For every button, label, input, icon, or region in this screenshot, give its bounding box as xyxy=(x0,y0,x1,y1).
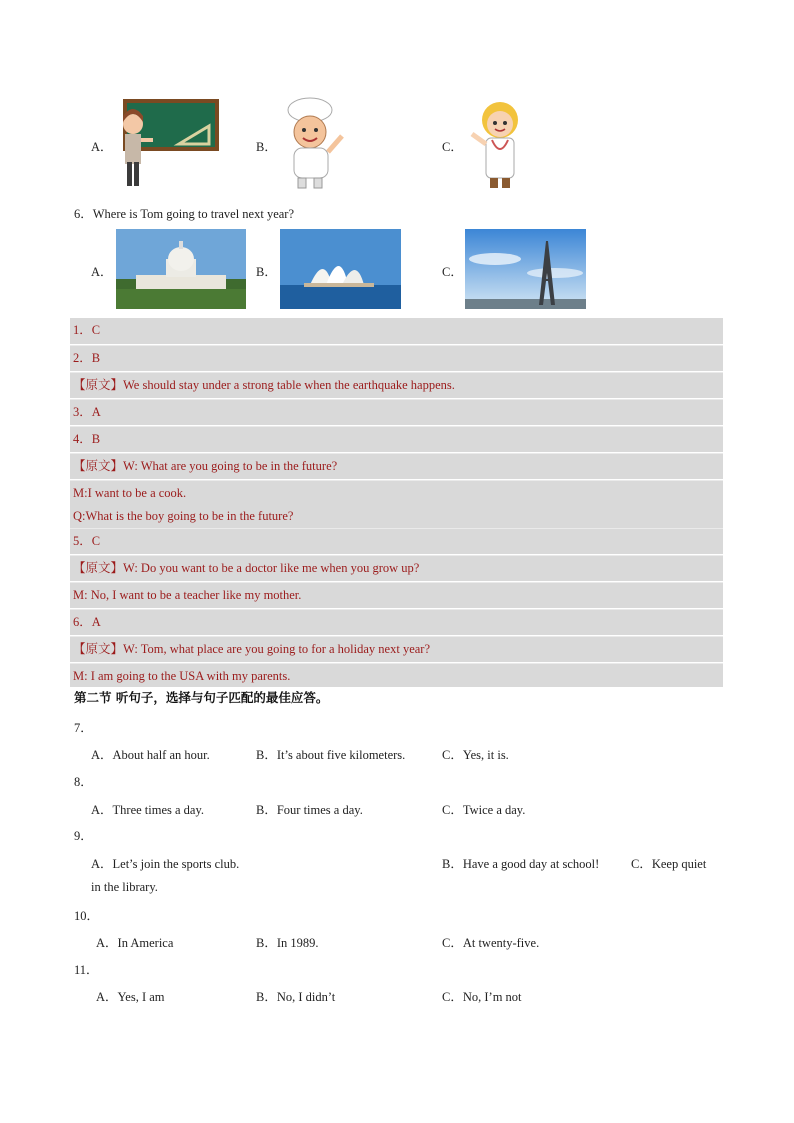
answer-line: 3．A xyxy=(70,399,723,425)
transcript-line: 【原文】W: Do you want to be a doctor like me when you grow up? xyxy=(70,555,723,581)
option-a[interactable]: A．Three times a day. xyxy=(91,803,205,817)
transcript-line: M: I am going to the USA with my parents. xyxy=(70,663,723,687)
option-a[interactable]: A．Yes, I am xyxy=(96,990,165,1004)
sydney-opera-house-image xyxy=(280,229,401,309)
teacher-cartoon-image xyxy=(117,96,221,192)
option-a[interactable]: A．About half an hour. xyxy=(91,748,210,762)
question-number: 7． xyxy=(74,721,93,735)
section-2-title: 第二节 听句子，选择与句子匹配的最佳应答。 xyxy=(74,690,329,705)
q6-option-b-label: B． xyxy=(256,265,277,279)
chef-cartoon-image xyxy=(278,96,350,192)
transcript-line: 【原文】W: Tom, what place are you going to for a holiday next year? xyxy=(70,636,723,662)
answer-line: 6．A xyxy=(70,609,723,635)
option-c[interactable]: C．At twenty-five. xyxy=(442,936,540,950)
q5-option-c-label: C． xyxy=(442,140,463,154)
option-b[interactable]: B．No, I didn’t xyxy=(256,990,336,1004)
question-6-text: 6．Where is Tom going to travel next year? xyxy=(74,207,295,221)
option-c[interactable]: C．Twice a day. xyxy=(442,803,526,817)
us-capitol-image xyxy=(116,229,246,309)
option-b[interactable]: B．In 1989. xyxy=(256,936,319,950)
option-c[interactable]: C．Yes, it is. xyxy=(442,748,509,762)
transcript-line: 【原文】W: What are you going to be in the future? xyxy=(70,453,723,479)
option-a[interactable]: A．Let’s join the sports club. xyxy=(91,857,240,871)
question-number: 8． xyxy=(74,775,93,789)
q6-option-c-label: C． xyxy=(442,265,463,279)
answer-line: 2．B xyxy=(70,345,723,371)
option-c[interactable]: C．No, I’m not xyxy=(442,990,522,1004)
eiffel-tower-image xyxy=(465,229,586,309)
transcript-line: M: No, I want to be a teacher like my mother. xyxy=(70,582,723,608)
option-b[interactable]: B．Have a good day at school! xyxy=(442,857,600,871)
answer-line: 5．C xyxy=(70,528,723,554)
option-a[interactable]: A．In America xyxy=(96,936,174,950)
q6-option-a-label: A． xyxy=(91,265,113,279)
option-b[interactable]: B．Four times a day. xyxy=(256,803,363,817)
answer-line: 4．B xyxy=(70,426,723,452)
option-c-continued: in the library. xyxy=(91,880,158,894)
q5-option-a-label: A． xyxy=(91,140,113,154)
answer-line: 1．C xyxy=(70,318,723,344)
question-number: 11． xyxy=(74,963,99,977)
question-number: 9． xyxy=(74,829,93,843)
doctor-cartoon-image xyxy=(466,98,530,192)
transcript-line: 【原文】We should stay under a strong table when the earthquake happens. xyxy=(70,372,723,398)
option-c[interactable]: C．Keep quiet xyxy=(631,857,707,871)
transcript-line: Q:What is the boy going to be in the future? xyxy=(70,504,723,528)
option-b[interactable]: B．It’s about five kilometers. xyxy=(256,748,406,762)
transcript-line: M:I want to be a cook. xyxy=(70,480,723,504)
question-number: 10． xyxy=(74,909,100,923)
q5-option-b-label: B． xyxy=(256,140,277,154)
